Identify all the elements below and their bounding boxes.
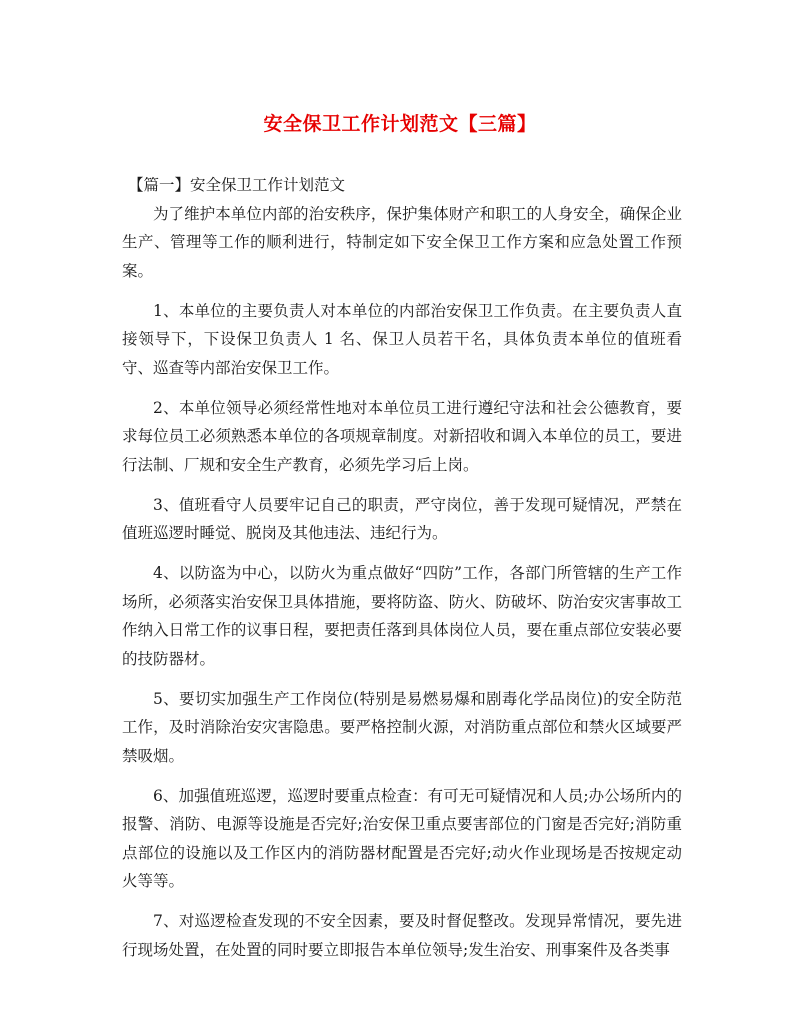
paragraph-item-7: 7、对巡逻检查发现的不安全因素，要及时督促整改。发现异常情况，要先进行现场处置，在处置的同时要立即报告本单位领导;发生治安、刑事案件及各类事 [122, 912, 682, 959]
paragraph-intro: 为了维护本单位内部的治安秩序，保护集体财产和职工的人身安全，确保企业生产、管理等工作的顺利进行，特制定如下安全保卫工作方案和应急处置工作预案。 [122, 204, 682, 280]
section-heading: 【篇一】安全保卫工作计划范文 [128, 176, 346, 194]
paragraph-item-5: 5、要切实加强生产工作岗位(特别是易燃易爆和剧毒化学品岗位)的安全防范工作，及时消除治安灾害隐患。要严格控制火源，对消防重点部位和禁火区域要严禁吸烟。 [122, 689, 682, 765]
document-title: 安全保卫工作计划范文【三篇】 [263, 113, 537, 135]
paragraph-item-2: 2、本单位领导必须经常性地对本单位员工进行遵纪守法和社会公德教育，要求每位员工必须熟悉本单位的各项规章制度。对新招收和调入本单位的员工，要进行法制、厂规和安全生产教育，必须先学习后上岗。 [122, 398, 682, 474]
paragraph-item-4: 4、以防盗为中心，以防火为重点做好“四防”工作，各部门所管辖的生产工作场所，必须落实治安保卫具体措施，要将防盗、防火、防破坏、防治安灾害事故工作纳入日常工作的议事日程，要把责任落到具体岗位人员，要在重点部位安装必要的技防器材。 [122, 564, 682, 668]
document-body [122, 171, 682, 976]
paragraph-item-6: 6、加强值班巡逻，巡逻时要重点检查：有可无可疑情况和人员;办公场所内的报警、消防、电源等设施是否完好;治安保卫重点要害部位的门窗是否完好;消防重点部位的设施以及工作区内的消防器材配置是否完好;动火作业现场是否按规定动火等等。 [122, 786, 682, 890]
paragraph-item-1: 1、本单位的主要负责人对本单位的内部治安保卫工作负责。在主要负责人直接领导下，下设保卫负责人 1 名、保卫人员若干名，具体负责本单位的值班看守、巡查等内部治安保卫工作。 [122, 301, 682, 377]
paragraph-item-3: 3、值班看守人员要牢记自己的职责，严守岗位，善于发现可疑情况，严禁在值班巡逻时睡觉、脱岗及其他违法、违纪行为。 [122, 495, 682, 542]
